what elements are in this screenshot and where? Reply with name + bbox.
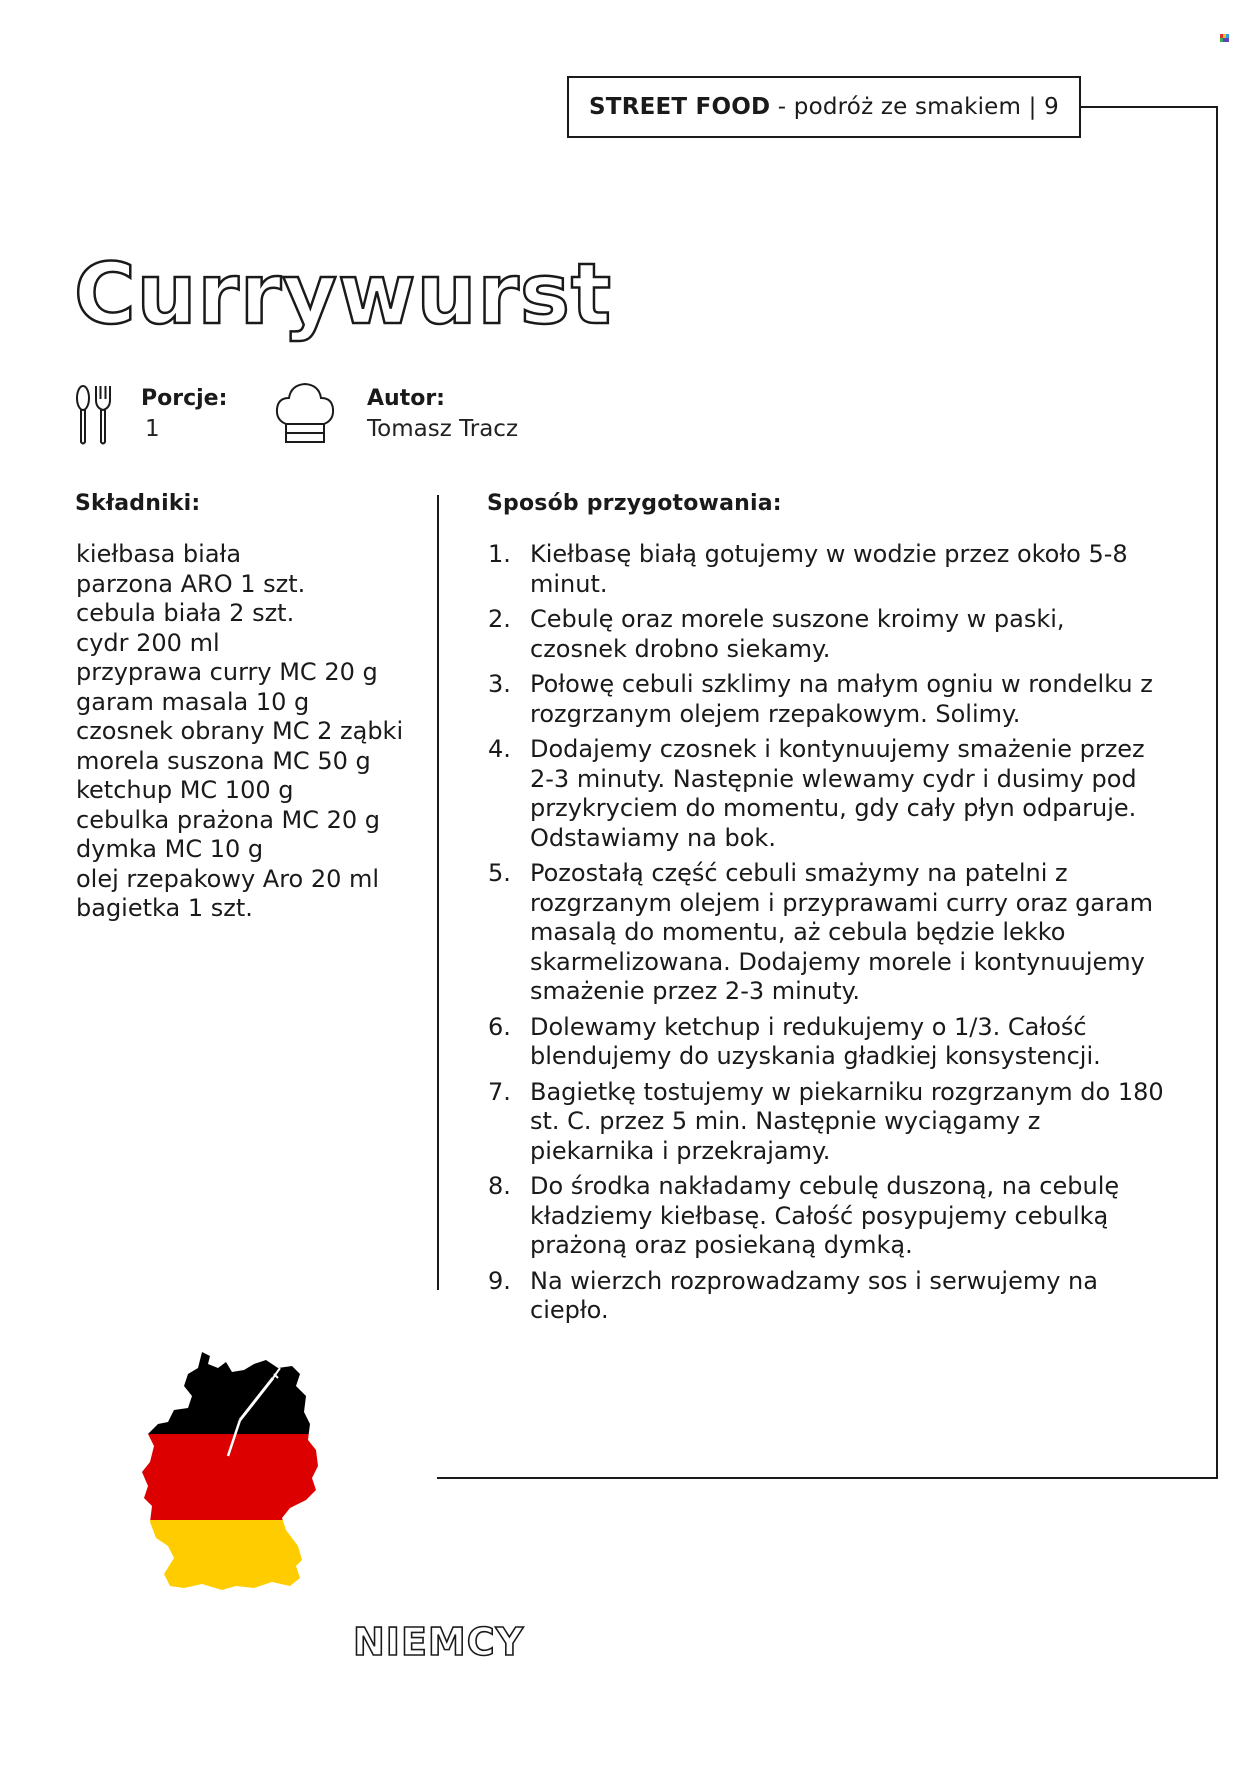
ingredients-list [76,540,403,924]
ingredient-item: dymka MC 10 g [76,835,264,863]
ingredient-item: czosnek obrany MC 2 ząbki [76,717,404,745]
step-text: Kiełbasę białą gotujemy w wodzie przez około 5-8 minut. [530,540,1128,598]
ingredient-item: kiełbasa biała [76,540,242,568]
step-number: 5. [488,859,511,887]
preparation-step [488,605,1168,664]
step-text: Cebulę oraz morele suszone kroimy w paski, czosnek drobno siekamy. [530,605,1065,663]
ingredient-item: przyprawa curry MC 20 g [76,658,378,686]
step-text: Bagietkę tostujemy w piekarniku rozgrzanym do 180 st. C. przez 5 min. Następnie wyciągamy z piekarnika i przekrajamy. [530,1077,1164,1165]
step-number: 1. [488,540,511,568]
ingredient-item: cebula biała 2 szt. [76,599,295,627]
preparation-step [488,1267,1168,1326]
preparation-step [488,1013,1168,1072]
step-number: 2. [488,605,511,633]
portions-value: 1 [145,416,160,442]
step-number: 7. [488,1077,511,1106]
ingredients-heading: Składniki: [75,491,201,516]
step-number: 4. [488,735,511,763]
color-mark-icon [1220,34,1230,42]
column-divider [437,495,439,1290]
step-text: Do środka nakładamy cebulę duszoną, na cebulę kładziemy kiełbasę. Całość posypujemy cebulką prażoną oraz posiekaną dymką. [530,1172,1120,1259]
preparation-step [488,735,1168,853]
ingredient-item: olej rzepakowy Aro 20 ml [76,864,380,893]
preparation-step [488,859,1168,1007]
author-value: Tomasz Tracz [367,416,519,442]
country-name: NIEMCY [353,1620,525,1664]
preparation-step [488,670,1168,729]
step-text: Dolewamy ketchup i redukujemy o 1/3. Całość blendujemy do uzyskania gładkiej konsystencji. [530,1012,1101,1070]
ingredient-item: garam masala 10 g [76,687,310,716]
step-text: Na wierzch rozprowadzamy sos i serwujemy na ciepło. [530,1266,1098,1324]
ingredient-item: ketchup MC 100 g [76,776,294,804]
header-subtitle-page: - podróż ze smakiem | 9 [770,94,1059,120]
preparation-step [488,1078,1168,1167]
flag-stripe-black [140,1350,350,1434]
flag-stripe-gold [140,1520,350,1600]
frame-top-line [1081,106,1218,108]
ingredient-item: cebulka prażona MC 20 g [76,805,381,834]
step-number: 3. [488,670,511,698]
step-text: Pozostałą część cebuli smażymy na patelni z rozgrzanym olejem i przyprawami curry oraz garam masalą do momentu, aż cebula będzie lekko skarmelizowana. Dodajemy morele i kontynuujemy smażenie przez 2-3 minuty. [530,859,1153,1005]
ingredient-item: parzona ARO 1 szt. [76,569,306,598]
author-label: Autor: [367,386,445,411]
page-header [567,76,1081,138]
frame-bottom-line [437,1477,1218,1479]
step-number: 8. [488,1172,511,1200]
step-number: 6. [488,1012,511,1041]
chef-hat-icon [274,380,336,446]
preparation-step [488,1172,1168,1261]
cutlery-icon [74,384,112,446]
preparation-steps-list [488,540,1168,1332]
header-series-title: STREET FOOD [589,94,771,120]
ingredient-item: bagietka 1 szt. [76,894,253,922]
portions-label: Porcje: [141,386,228,411]
germany-map-icon [140,1350,350,1600]
step-text: Dodajemy czosnek i kontynuujemy smażenie przez 2-3 minuty. Następnie wlewamy cydr i dusimy pod przykryciem do momentu, gdy cały płyn odparuje. Odstawiamy na bok. [530,735,1145,852]
step-number: 9. [488,1266,511,1295]
recipe-title: Currywurst [74,245,613,343]
preparation-heading: Sposób przygotowania: [487,491,782,516]
flag-stripe-red [140,1434,350,1520]
ingredient-item: cydr 200 ml [76,628,220,657]
preparation-step [488,540,1168,599]
step-text: Połowę cebuli szklimy na małym ogniu w rondelku z rozgrzanym olejem rzepakowym. Solimy. [530,670,1153,728]
frame-right-line [1216,106,1218,1478]
ingredient-item: morela suszona MC 50 g [76,746,371,775]
